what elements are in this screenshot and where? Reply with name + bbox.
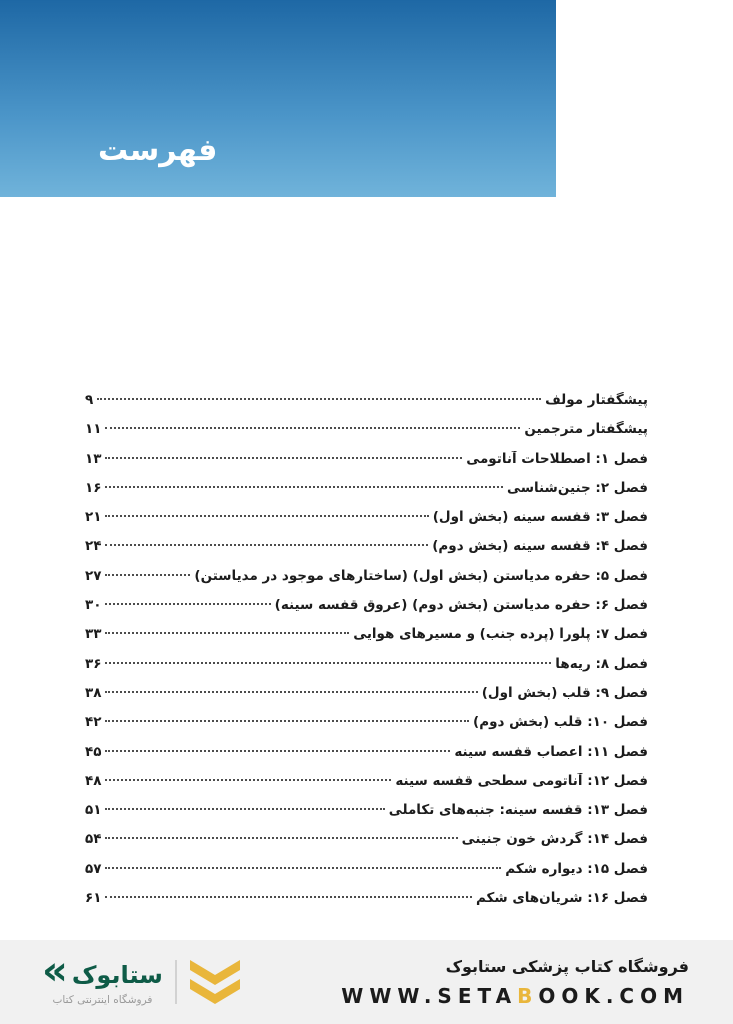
- toc-item-label: فصل ۱۴: گردش خون جنینی: [461, 831, 648, 848]
- setabook-logo: [42, 947, 241, 1006]
- toc-item-page: ۳۶: [85, 655, 102, 672]
- url-segment: OOK.COM: [538, 983, 689, 1008]
- toc-item-label: فصل ۱۲: آناتومی سطحی قفسه سینه: [395, 772, 648, 789]
- toc-item[interactable]: [85, 392, 648, 421]
- toc-item-page: ۴۲: [85, 714, 102, 731]
- toc-item-label: فصل ۷: پلورا (پرده جنب) و مسیرهای هوایی: [353, 626, 648, 643]
- toc-item[interactable]: [85, 802, 648, 831]
- toc-leader-dots: [105, 837, 457, 839]
- toc-item-page: ۴۵: [85, 743, 102, 760]
- toc-item[interactable]: [85, 509, 648, 538]
- footer-bar: [0, 940, 733, 1024]
- toc-item[interactable]: [85, 656, 648, 685]
- contents-header-band: [0, 0, 556, 197]
- toc-leader-dots: [105, 779, 391, 781]
- toc-leader-dots: [105, 808, 384, 810]
- toc-item[interactable]: [85, 890, 648, 919]
- toc-item[interactable]: [85, 597, 648, 626]
- toc-leader-dots: [105, 750, 450, 752]
- toc-item-page: ۱۱: [85, 421, 102, 438]
- toc-item-label: فصل ۳: قفسه سینه (بخش اول): [432, 509, 648, 526]
- gold-stacked-chevrons-icon: [189, 959, 241, 1005]
- toc-item-page: ۱۳: [85, 450, 102, 467]
- toc-item-page: ۲۷: [85, 567, 102, 584]
- toc-leader-dots: [105, 662, 551, 664]
- toc-item[interactable]: [85, 451, 648, 480]
- toc-leader-dots: [105, 457, 462, 459]
- toc-leader-dots: [105, 427, 520, 429]
- toc-leader-dots: [105, 632, 349, 634]
- store-title: فروشگاه کتاب پزشکی ستابوک: [445, 956, 689, 976]
- toc-item-label: فصل ۱۳: قفسه سینه: جنبه‌های تکاملی: [388, 802, 648, 819]
- toc-item[interactable]: [85, 568, 648, 597]
- footer-store-info: [341, 957, 689, 1008]
- store-url[interactable]: [341, 984, 689, 1008]
- toc-leader-dots: [105, 544, 428, 546]
- toc-item-label: فصل ۹: قلب (بخش اول): [481, 684, 648, 701]
- toc-item[interactable]: [85, 538, 648, 567]
- toc-leader-dots: [105, 867, 501, 869]
- toc-item[interactable]: [85, 714, 648, 743]
- double-chevron-icon: «: [42, 947, 68, 994]
- toc-leader-dots: [105, 896, 471, 898]
- toc-item-label: فصل ۱۶: شریان‌های شکم: [475, 890, 648, 907]
- toc-leader-dots: [105, 691, 477, 693]
- toc-item[interactable]: [85, 861, 648, 890]
- toc-item-page: ۳۸: [85, 684, 102, 701]
- url-segment-gold: B: [517, 983, 539, 1008]
- toc-item-page: ۴۸: [85, 772, 102, 789]
- toc-item-page: ۶۱: [85, 890, 102, 907]
- toc-item-label: فصل ۱۵: دیواره شکم: [505, 860, 648, 877]
- toc-item-page: ۹: [85, 392, 94, 408]
- toc-item-label: فصل ۸: ریه‌ها: [555, 655, 648, 672]
- setabook-wordmark: [42, 947, 163, 1006]
- toc-leader-dots: [105, 486, 503, 488]
- toc-item-label: پیشگفتار مولف: [545, 392, 648, 408]
- toc-leader-dots: [105, 574, 190, 576]
- toc-item[interactable]: [85, 480, 648, 509]
- toc-item-label: فصل ۱: اصطلاحات آناتومی: [466, 450, 648, 467]
- url-segment: WWW.SETA: [341, 983, 518, 1008]
- toc-leader-dots: [105, 515, 428, 517]
- toc-item[interactable]: [85, 744, 648, 773]
- toc-item[interactable]: [85, 773, 648, 802]
- toc-list: [85, 392, 648, 919]
- toc-item-page: ۳۳: [85, 626, 102, 643]
- logo-divider: [175, 960, 177, 1004]
- toc-leader-dots: [105, 720, 469, 722]
- toc-item[interactable]: [85, 626, 648, 655]
- toc-item-label: فصل ۶: حفره مدیاستن (بخش دوم) (عروق قفسه سینه): [274, 597, 648, 614]
- toc-item-page: ۳۰: [85, 597, 102, 614]
- toc-item-page: ۵۴: [85, 831, 102, 848]
- toc-item-page: ۵۷: [85, 860, 102, 877]
- toc-item-label: فصل ۲: جنین‌شناسی: [507, 479, 648, 496]
- toc-item-page: ۲۴: [85, 538, 102, 555]
- toc-item-label: فصل ۱۰: قلب (بخش دوم): [473, 714, 648, 731]
- toc-item-page: ۲۱: [85, 509, 102, 526]
- toc-item-page: ۵۱: [85, 802, 102, 819]
- setabook-logo-text: ستابوک: [71, 960, 163, 989]
- toc-leader-dots: [97, 398, 541, 400]
- toc-item-label: پیشگفتار مترجمین: [524, 421, 648, 438]
- toc-item-label: فصل ۴: قفسه سینه (بخش دوم): [432, 538, 648, 555]
- toc-item-label: فصل ۵: حفره مدیاستن (بخش اول) (ساختارهای موجود در مدیاستن): [194, 567, 648, 584]
- toc-item[interactable]: [85, 831, 648, 860]
- toc-leader-dots: [105, 603, 270, 605]
- setabook-logo-subtext: فروشگاه اینترنتی کتاب: [52, 993, 153, 1006]
- toc-item[interactable]: [85, 685, 648, 714]
- toc-item-page: ۱۶: [85, 479, 102, 496]
- toc-item-label: فصل ۱۱: اعصاب قفسه سینه: [454, 743, 648, 760]
- page-title: فهرست: [98, 133, 218, 168]
- toc-item[interactable]: [85, 421, 648, 450]
